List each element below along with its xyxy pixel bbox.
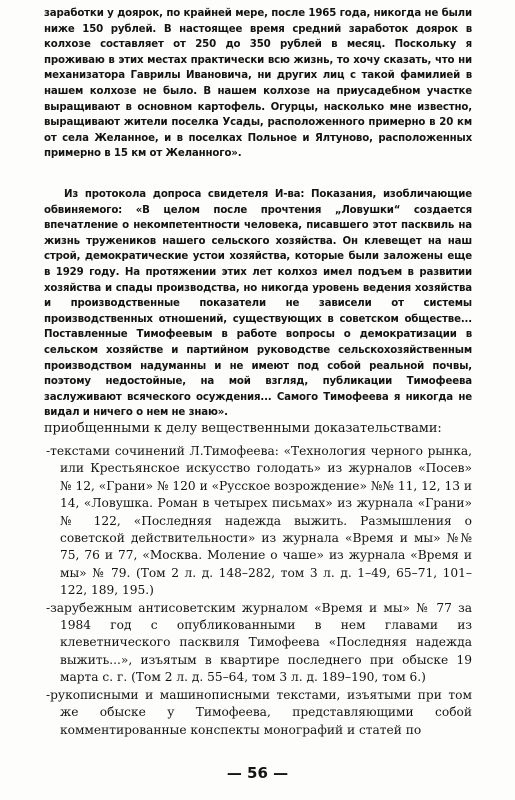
paragraph-witness-protocol <box>44 187 472 421</box>
evidence-list <box>44 443 472 739</box>
list-item: -текстами сочинений Л.Тимофеева: «Технология черного рынка, или Крестьянское искусство голодать» из журналов «Посев» № 12, «Грани» № 120 и «Русское возрождение» №№ 11, 12, 13 и 14, «Ловушка. Роман в четырех письмах» из журнала «Грани» № 122, «Последняя надежда выжить. Размышления о советской действительности» из журнала «Время и мы» №№ 75, 76 и 77, «Москва. Моление о чаше» из журнала «Время и мы» № 79. (Том 2 л. д. 148–282, том 3 л. д. 1–49, 65–71, 101–122, 189, 195.) <box>46 444 472 598</box>
list-item: -зарубежным антисоветским журналом «Время и мы» № 77 за 1984 год с опубликованными в нем главами из клеветнического пасквиля Тимофеева «Последняя надежда выжить...», изъятым в квартире последнего при обыске 19 марта с. г. (Том 2 л. д. 55–64, том 3 л. д. 189–190, том 6.) <box>46 600 472 685</box>
list-item: -рукописными и машинописными текстами, изъятыми при том же обыске у Тимофеева, представляющими собой комментированные конспекты монографий и статей по <box>46 687 472 737</box>
paragraph-body: Показания, изобличающие обвиняемого: «В целом после прочтения „Ловушки“ создается впечатление о некомпетентности человека, писавшего этот пасквиль на жизнь тружеников нашего сельского хозяйства. Он клевещет на наш строй, демократические устои хозяйства, которые были заложены еще в 1929 году. На протяжении этих лет колхоз имел подъем в развитии хозяйства и спады производства, но никогда уровень ведения хозяйства и производственные показатели не зависели от системы производственных отношений, существующих в советском обществе... Поставленные Тимофеевым в работе вопросы о демократизации в сельском хозяйстве и партийном руководстве сельскохозяйственным производством надуманны и не имеют под собой реальной почвы, поэтому недостойные, на мой взгляд, публикации Тимофеева заслуживают всяческого осуждения... Самого Тимофеева я никогда не видал и ничего о нем не знаю». <box>44 189 473 419</box>
paragraph-testimony-end: заработки у доярок, по крайней мере, после 1965 года, никогда не были ниже 150 рублей. В настоящее время средний заработок доярок в колхозе составляет от 250 до 350 рублей в месяц. Поскольку я проживаю в этих местах практически всю жизнь, то хочу сказать, что ни механизатора Гаврилы Ивановича, ни других лиц с такой фамилией в нашем колхозе не было. В нашем колхозе на приусадебном участке выращивают в основном картофель. Огурцы, насколько мне известно, выращивают жители поселка Усады, расположенного примерно в 20 км от села Желанное, и в поселках Польное и Ялтуново, расположенных примерно в 15 км от Желанного». <box>44 8 472 160</box>
page-number: — 56 — <box>226 764 289 782</box>
evidence-intro: приобщенными к делу вещественными доказательствами: <box>44 421 442 436</box>
paragraph-lead: Из протокола допроса свидетеля И-ва: <box>64 189 305 200</box>
